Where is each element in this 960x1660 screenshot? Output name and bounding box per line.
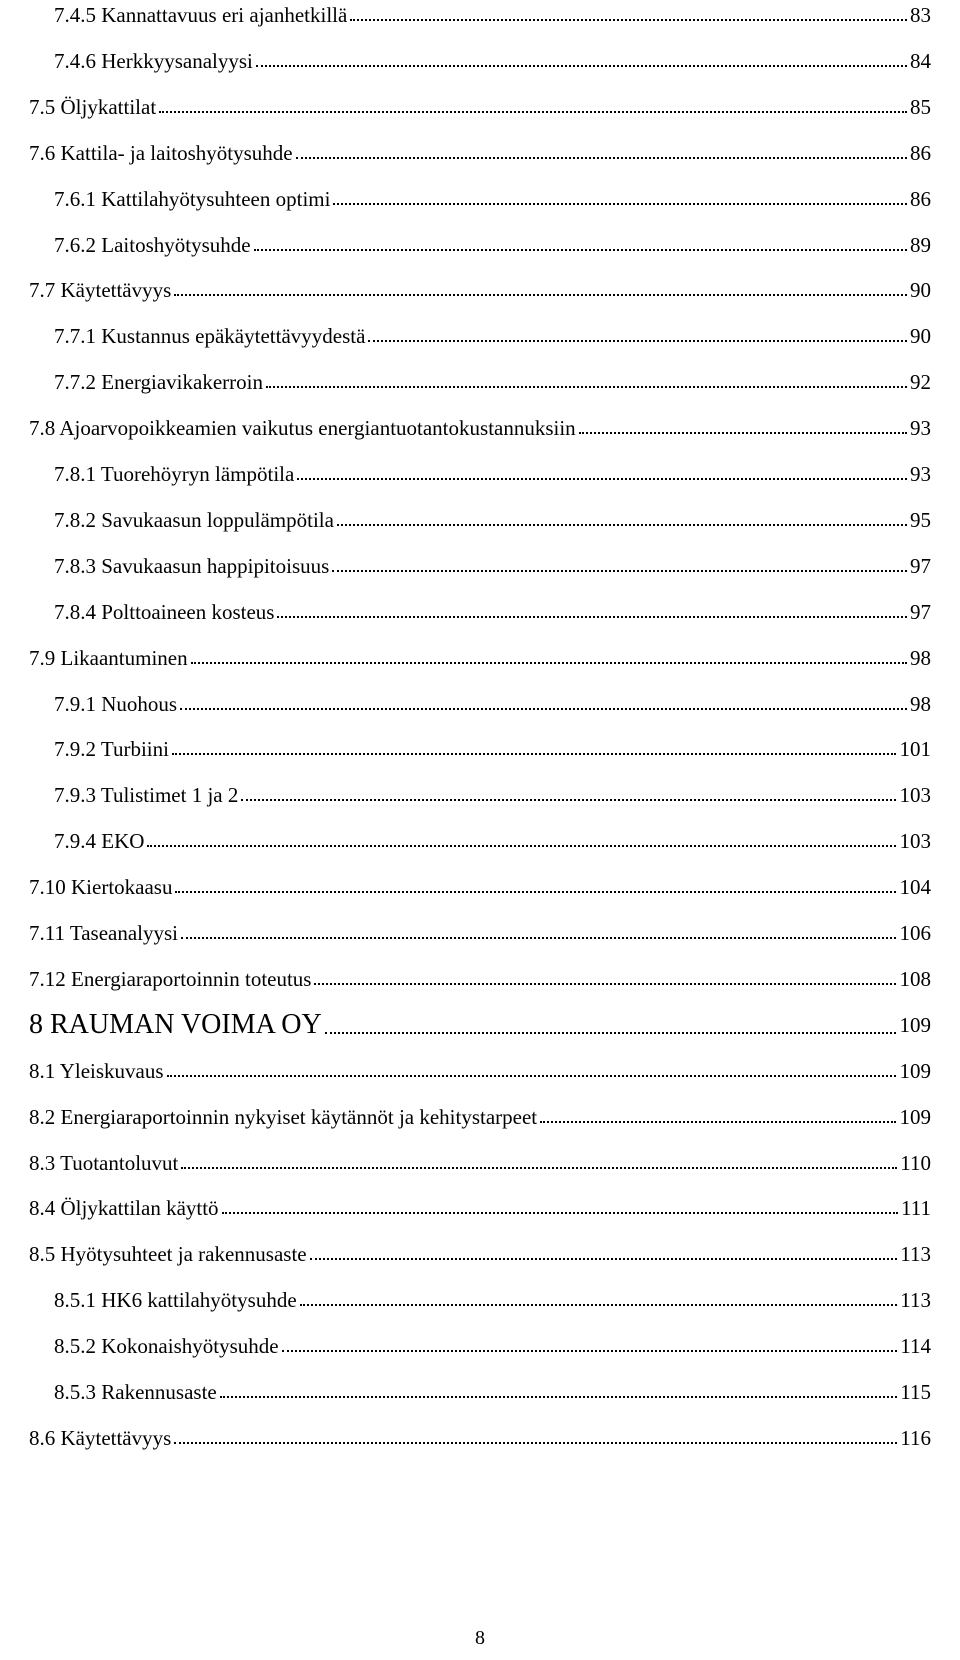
toc-entry-page: 109 (899, 1058, 931, 1083)
toc-entry-title: 8.6 Käytettävyys (29, 1425, 172, 1450)
toc-entry-page: 86 (910, 140, 931, 165)
toc-leader-dots (174, 294, 907, 296)
toc-entry[interactable] (0, 1056, 960, 1086)
toc-entry-page: 95 (910, 507, 931, 532)
toc-leader-dots (174, 1442, 897, 1444)
toc-entry-title: 8.1 Yleiskuvaus (29, 1058, 164, 1083)
toc-entry-page: 90 (910, 324, 931, 349)
toc-entry-title: 7.11 Taseanalyysi (29, 921, 178, 945)
toc-entry-page: 113 (900, 1288, 931, 1313)
toc-entry-page: 98 (910, 645, 931, 670)
toc-leader-dots (540, 1121, 896, 1123)
toc-entry[interactable] (0, 92, 960, 122)
toc-entry-title: 7.8.4 Polttoaineen kosteus (54, 599, 275, 624)
toc-entry-title: 7.6 Kattila- ja laitoshyötysuhde (29, 140, 293, 165)
toc-leader-dots (296, 157, 907, 159)
toc-leader-dots (180, 708, 907, 710)
toc-leader-dots (172, 753, 896, 755)
toc-entry-title: 8.5 Hyötysuhteet ja rakennusaste (29, 1242, 307, 1267)
toc-entry-page: 101 (899, 737, 931, 762)
toc-entry-title: 7.12 Energiaraportoinnin toteutus (29, 966, 312, 991)
toc-entry-page: 108 (899, 966, 931, 991)
toc-leader-dots (147, 845, 896, 847)
toc-leader-dots (337, 524, 907, 526)
toc-entry[interactable] (0, 872, 960, 902)
toc-leader-dots (241, 799, 896, 801)
toc-entry-title: 7.8.3 Savukaasun happipitoisuus (54, 553, 330, 578)
toc-entry-page: 104 (899, 875, 931, 900)
toc-entry-title: 7.9.3 Tulistimet 1 ja 2 (54, 783, 239, 808)
toc-entry[interactable] (0, 780, 960, 810)
toc-entry-title: 8 RAUMAN VOIMA OY (29, 1008, 322, 1040)
toc-entry-title: 7.10 Kiertokaasu (29, 875, 173, 900)
toc-entry-page: 90 (910, 278, 931, 303)
toc-entry-title: 8.4 Öljykattilan käyttö (29, 1196, 219, 1221)
toc-entry-title: 7.4.5 Kannattavuus eri ajanhetkillä (54, 3, 348, 27)
toc-entry[interactable] (0, 413, 960, 443)
toc-leader-dots (310, 1258, 897, 1260)
toc-entry-page: 110 (900, 1150, 931, 1175)
toc-entry[interactable] (0, 1285, 960, 1315)
toc-entry-title: 8.5.1 HK6 kattilahyötysuhde (54, 1288, 297, 1313)
toc-leader-dots (350, 19, 907, 21)
toc-entry[interactable] (0, 184, 960, 214)
toc-entry-title: 8.5.3 Rakennusaste (54, 1380, 217, 1404)
toc-leader-dots (159, 111, 907, 113)
toc-leader-dots (256, 65, 907, 67)
toc-entry[interactable] (0, 505, 960, 535)
toc-entry-title: 7.9.4 EKO (54, 829, 145, 854)
toc-entry[interactable] (0, 230, 960, 260)
toc-entry-page: 84 (910, 48, 931, 73)
toc-entry-title: 7.7 Käytettävyys (29, 278, 172, 303)
toc-entry-page: 113 (900, 1242, 931, 1267)
toc-entry[interactable] (0, 321, 960, 351)
toc-leader-dots (300, 1304, 897, 1306)
toc-leader-dots (181, 1167, 897, 1169)
toc-entry[interactable] (0, 1193, 960, 1223)
toc-entry-page: 86 (910, 186, 931, 211)
toc-entry[interactable] (0, 275, 960, 305)
toc-entry[interactable] (0, 138, 960, 168)
toc-leader-dots (297, 478, 907, 480)
toc-entry-page: 85 (910, 94, 931, 119)
toc-entry-page: 114 (900, 1334, 931, 1359)
toc-entry[interactable] (0, 689, 960, 719)
toc-entry-page: 109 (899, 1012, 931, 1037)
toc-entry-page: 93 (910, 462, 931, 486)
toc-entry[interactable] (0, 1377, 960, 1407)
toc-leader-dots (254, 249, 907, 251)
toc-leader-dots (175, 891, 896, 893)
toc-entry-title: 7.4.6 Herkkyysanalyysi (54, 48, 253, 73)
toc-entry-page: 109 (899, 1104, 931, 1129)
toc-entry[interactable] (0, 1331, 960, 1361)
toc-entry[interactable] (0, 1239, 960, 1269)
toc-entry-title: 7.6.2 Laitoshyötysuhde (54, 232, 251, 257)
toc-entry[interactable] (0, 367, 960, 397)
toc-entry-title: 8.3 Tuotantoluvut (29, 1150, 179, 1175)
toc-entry[interactable] (0, 918, 960, 948)
toc-entry-page: 103 (899, 829, 931, 854)
toc-leader-dots (282, 1350, 897, 1352)
toc-leader-dots (220, 1396, 897, 1398)
toc-entry[interactable] (0, 1148, 960, 1178)
toc-entry-page: 92 (910, 370, 931, 395)
toc-entry[interactable] (0, 734, 960, 764)
toc-leader-dots (579, 432, 907, 434)
toc-entry[interactable] (0, 826, 960, 856)
toc-entry-title: 7.9 Likaantuminen (29, 645, 188, 670)
toc-entry-page: 106 (899, 921, 931, 945)
toc-entry-page: 116 (900, 1425, 931, 1450)
toc-entry-title: 8.5.2 Kokonaishyötysuhde (54, 1334, 279, 1359)
toc-entry-page: 93 (910, 416, 931, 441)
toc-leader-dots (266, 386, 907, 388)
toc-entry-page: 97 (910, 599, 931, 624)
toc-leader-dots (368, 340, 907, 342)
toc-entry-page: 89 (910, 232, 931, 257)
toc-entry[interactable] (0, 643, 960, 673)
toc-leader-dots (333, 203, 907, 205)
toc-entry-page: 103 (899, 783, 931, 808)
toc-entry-page: 111 (901, 1196, 931, 1221)
toc-entry[interactable] (0, 46, 960, 76)
toc-entry[interactable] (0, 459, 960, 489)
toc-entry-title: 7.7.2 Energiavikakerroin (54, 370, 263, 395)
toc-entry[interactable] (0, 1423, 960, 1453)
toc-entry-title: 7.5 Öljykattilat (29, 94, 157, 119)
toc-entry-title: 7.9.1 Nuohous (54, 691, 178, 716)
toc-entry-page: 115 (900, 1380, 931, 1404)
toc-entry-page: 98 (910, 691, 931, 716)
toc-entry[interactable] (0, 597, 960, 627)
toc-leader-dots (325, 1032, 896, 1034)
toc-entry-title: 7.8 Ajoarvopoikkeamien vaikutus energiantuotantokustannuksiin (29, 416, 576, 441)
toc-entry-title: 7.8.1 Tuorehöyryn lämpötila (54, 462, 295, 486)
toc-entry-title: 7.7.1 Kustannus epäkäytettävyydestä (54, 324, 366, 349)
toc-leader-dots (181, 937, 896, 939)
toc-leader-dots (191, 662, 907, 664)
page-number: 8 (475, 1627, 485, 1649)
toc-entry-page: 97 (910, 553, 931, 578)
toc-entry-title: 7.6.1 Kattilahyötysuhteen optimi (54, 186, 331, 211)
toc-entry[interactable] (0, 1010, 960, 1040)
toc-leader-dots (167, 1075, 896, 1077)
toc-entry-title: 7.9.2 Turbiini (54, 737, 169, 762)
toc-entry[interactable] (0, 964, 960, 994)
toc-leader-dots (222, 1212, 898, 1214)
toc-leader-dots (332, 570, 907, 572)
toc-entry[interactable] (0, 1102, 960, 1132)
toc-entry[interactable] (0, 0, 960, 30)
toc-entry-title: 7.8.2 Savukaasun loppulämpötila (54, 507, 334, 532)
toc-entry[interactable] (0, 551, 960, 581)
toc-leader-dots (314, 983, 896, 985)
toc-leader-dots (277, 616, 907, 618)
toc-entry-title: 8.2 Energiaraportoinnin nykyiset käytännöt ja kehitystarpeet (29, 1104, 538, 1129)
toc-entry-page: 83 (910, 3, 931, 27)
